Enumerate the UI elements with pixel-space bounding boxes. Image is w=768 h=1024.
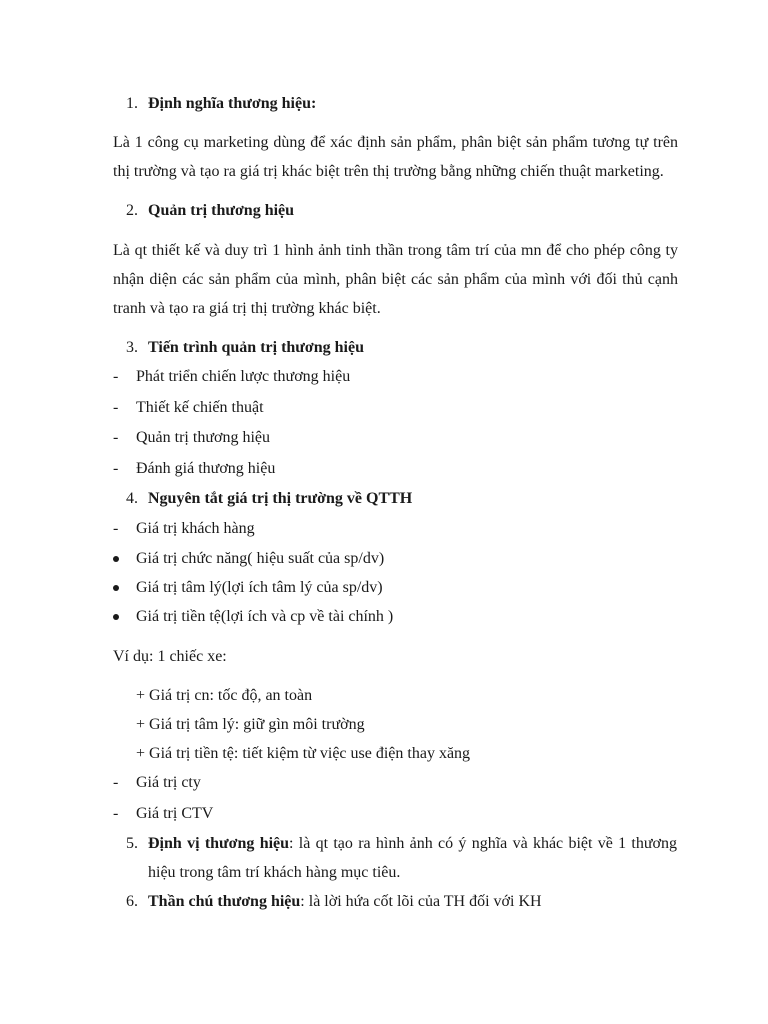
bullet-item-text: Giá trị tâm lý(lợi ích tâm lý của sp/dv) xyxy=(136,579,383,596)
dash-marker: - xyxy=(113,429,119,446)
section-number: 2. xyxy=(126,202,138,219)
section-text: : là qt tạo ra hình ảnh có ý nghĩa và khác biệt về 1 thương hiệu trong tâm trí khách hàng mục tiêu. xyxy=(148,835,677,881)
dash-marker: - xyxy=(113,805,119,822)
section-number: 1. xyxy=(126,95,138,112)
dash-marker: - xyxy=(113,774,119,791)
dash-marker: - xyxy=(113,460,119,477)
dash-marker: - xyxy=(113,399,119,416)
section-title: Nguyên tắt giá trị thị trường về QTTH xyxy=(148,490,413,507)
section-title: Thần chú thương hiệu xyxy=(148,893,301,910)
section-title: Định vị thương hiệu xyxy=(148,835,290,852)
section-title: Tiến trình quản trị thương hiệu xyxy=(148,339,364,356)
dash-marker: - xyxy=(113,520,119,537)
bullet-item-text: Giá trị tiền tệ(lợi ích và cp về tài chính ) xyxy=(136,608,394,625)
example-line: + Giá trị tâm lý: giữ gìn môi trường xyxy=(136,716,365,733)
list-item-text: Quản trị thương hiệu xyxy=(136,429,270,446)
example-line: + Giá trị tiền tệ: tiết kiệm từ việc use điện thay xăng xyxy=(136,745,471,762)
list-item-text: Thiết kế chiến thuật xyxy=(136,399,264,416)
dash-marker: - xyxy=(113,368,119,385)
definition-paragraph: Là 1 công cụ marketing dùng để xác định sản phẩm, phân biệt sản phẩm tương tự trên thị trường và tạo ra giá trị khác biệt trên thị trường bằng những chiến thuật marketing. xyxy=(113,134,678,180)
list-item-text: Giá trị CTV xyxy=(136,805,214,822)
section-title: Quản trị thương hiệu xyxy=(148,202,295,219)
bullet-icon xyxy=(113,614,119,620)
example-line: + Giá trị cn: tốc độ, an toàn xyxy=(136,687,313,704)
list-item-text: Phát triển chiến lược thương hiệu xyxy=(136,368,351,385)
list-item-text: Giá trị khách hàng xyxy=(136,520,255,537)
example-label: Ví dụ: 1 chiếc xe: xyxy=(113,648,227,665)
section-6-line xyxy=(148,892,542,912)
section-text: : là lời hứa cốt lõi của TH đối với KH xyxy=(300,893,542,910)
section-5-paragraph xyxy=(148,829,677,887)
list-item-text: Đánh giá thương hiệu xyxy=(136,460,276,477)
section-number: 3. xyxy=(126,339,138,356)
bullet-icon xyxy=(113,556,119,562)
section-title: Định nghĩa thương hiệu: xyxy=(148,95,317,112)
section-number: 4. xyxy=(126,490,138,507)
section-number: 5. xyxy=(126,835,138,852)
bullet-icon xyxy=(113,585,119,591)
bullet-item-text: Giá trị chức năng( hiệu suất của sp/dv) xyxy=(136,550,385,567)
list-item-text: Giá trị cty xyxy=(136,774,201,791)
management-paragraph: Là qt thiết kế và duy trì 1 hình ảnh tinh thần trong tâm trí của mn để cho phép công ty nhận diện các sản phẩm của mình, phân biệt các sản phẩm của mình với đối thủ cạnh tranh và tạo ra giá trị thị trường khác biệt. xyxy=(113,242,678,317)
section-number: 6. xyxy=(126,893,138,910)
